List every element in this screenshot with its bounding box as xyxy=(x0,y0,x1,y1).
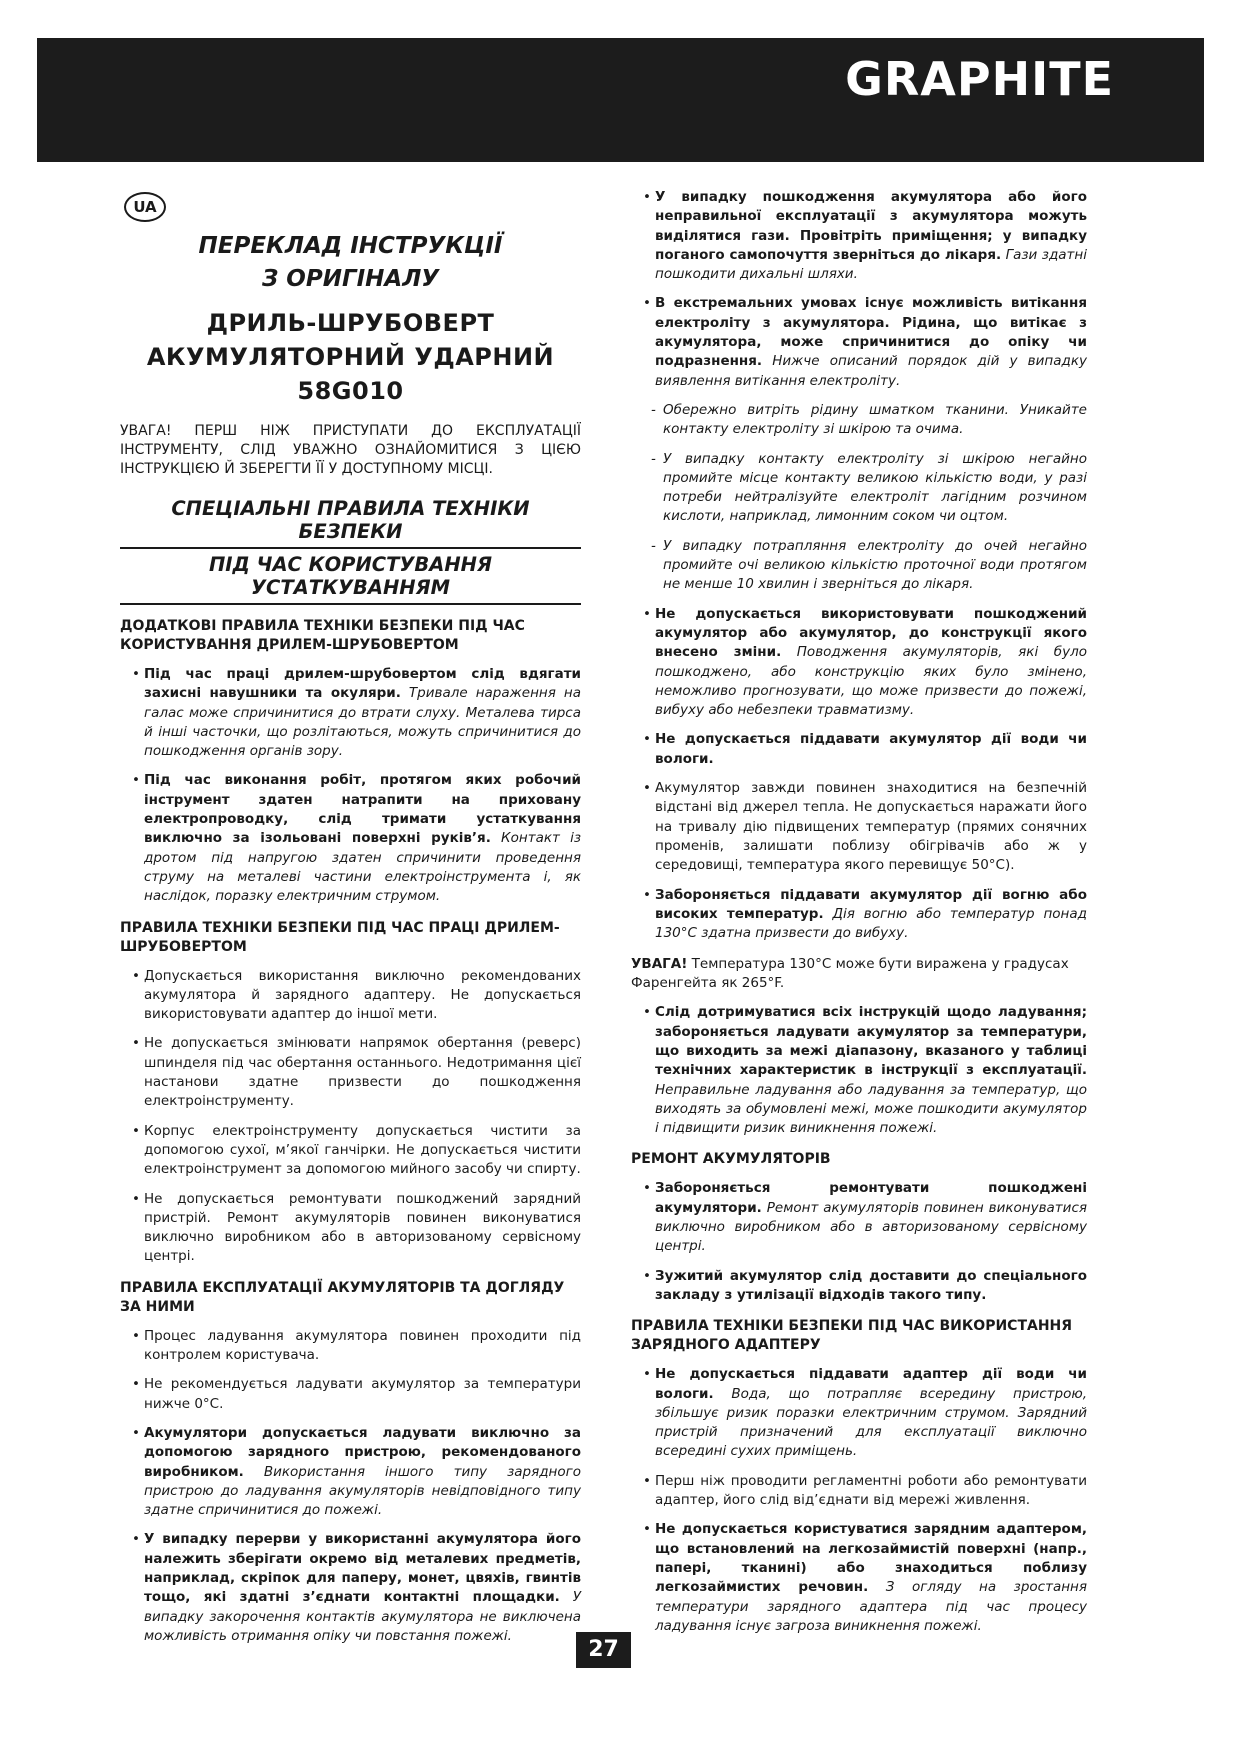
list-item: • Під час праці дрилем-шрубовертом слід вдягати захисні навушники та окуляри. Тривале нараження на галас може спричинитися до втрати слуху. Металева тирса й інші часточки, що розлітаються, можуть спричинитися до пошкодження органів зору. xyxy=(132,665,581,761)
translation-title: ПЕРЕКЛАД ІНСТРУКЦІЇ З ОРИГІНАЛУ xyxy=(198,233,503,292)
subheading-charger-rules: ПРАВИЛА ТЕХНІКИ БЕЗПЕКИ ПІД ЧАС ВИКОРИСТАННЯ ЗАРЯДНОГО АДАПТЕРУ xyxy=(631,1318,1073,1354)
list-item: • Не рекомендується ладувати акумулятор за температури нижче 0°C. xyxy=(132,1375,581,1414)
subheading-battery-rules: ПРАВИЛА ЕКСПЛУАТАЦІЇ АКУМУЛЯТОРІВ ТА ДОГЛЯДУ ЗА НИМИ xyxy=(120,1279,565,1315)
dash-item: - У випадку потрапляння електроліту до очей негайно промийте очі великою кількістю проточної води протягом не менше 10 хвилин і зверніться до лікаря. xyxy=(651,537,1087,595)
section-title-line-2: ПІД ЧАС КОРИСТУВАННЯ УСТАТКУВАННЯМ xyxy=(120,549,581,605)
list-item: • Корпус електроінструменту допускається чистити за допомогою сухої, м’якої ганчірки. Не допускається чистити електроінструмент за допомогою мийного засобу чи спирту. xyxy=(132,1122,581,1180)
list-item: • Не допускається користуватися зарядним адаптером, що встановлений на легкозаймистій поверхні (напр., папері, тканині) або знаходиться поблизу легкозаймистих речовин. З огляду на зростання температури зарядного адаптера під час процесу ладування існує загроза виникнення пожежі. xyxy=(643,1520,1087,1636)
temperature-note: УВАГА! Температура 130°C може бути виражена у градусах Фаренгейта як 265°F. xyxy=(631,956,1069,992)
intro-warning: УВАГА! ПЕРШ НІЖ ПРИСТУПАТИ ДО ЕКСПЛУАТАЦІЇ ІНСТРУМЕНТУ, СЛІД УВАЖНО ОЗНАЙОМИТИСЯ З ЦІЄЮ ІНСТРУКЦІЄЮ Й ЗБЕРЕГТИ ЇЇ У ДОСТУПНОМУ МІСЦІ. xyxy=(120,423,581,477)
list-item: • Акумулятори допускається ладувати виключно за допомогою зарядного пристрою, рекомендованого виробником. Використання іншого типу зарядного пристрою до ладування акумуляторів невідповідного типу здатне спричинитися до пожежі. xyxy=(132,1424,581,1520)
subheading-battery-repair: РЕМОНТ АКУМУЛЯТОРІВ xyxy=(631,1151,831,1168)
list-item: • Забороняється піддавати акумулятор дії вогню або високих температур. Дія вогню або температур понад 130°C здатна призвести до вибуху. xyxy=(643,886,1087,944)
list-item: • Процес ладування акумулятора повинен проходити під контролем користувача. xyxy=(132,1327,581,1366)
section-title xyxy=(120,493,581,605)
left-column xyxy=(120,190,581,1646)
list-item: • Не допускається використовувати пошкоджений акумулятор або акумулятор, до конструкції якого внесено зміни. Поводження акумуляторів, які було пошкоджено, або конструкцію яких було змінено, неможливо прогнозувати, що може призвести до пожежі, вибуху або небезпеки травматизму. xyxy=(643,605,1087,721)
list-item: • Зужитий акумулятор слід доставити до спеціального закладу з утилізації відходів такого типу. xyxy=(643,1267,1087,1306)
section-title-line-1: СПЕЦІАЛЬНІ ПРАВИЛА ТЕХНІКИ БЕЗПЕКИ xyxy=(120,493,581,549)
subheading-work-rules: ПРАВИЛА ТЕХНІКИ БЕЗПЕКИ ПІД ЧАС ПРАЦІ ДРИЛЕМ-ШРУБОВЕРТОМ xyxy=(120,919,560,955)
language-badge: UA xyxy=(124,192,166,222)
subheading-additional-rules: ДОДАТКОВІ ПРАВИЛА ТЕХНІКИ БЕЗПЕКИ ПІД ЧАС КОРИСТУВАННЯ ДРИЛЕМ-ШРУБОВЕРТОМ xyxy=(120,618,525,653)
right-column xyxy=(631,188,1087,1636)
list-item: • Забороняється ремонтувати пошкоджені акумулятори. Ремонт акумуляторів повинен виконуватися виключно виробником або в авторизованому сервісному центрі. xyxy=(643,1179,1087,1256)
dash-item: - У випадку контакту електроліту зі шкірою негайно промийте місце контакту великою кількістю води, у разі потреби нейтралізуйте електроліт лагідним розчином кислоти, наприклад, лимонним соком чи оцтом. xyxy=(651,450,1087,527)
list-item: • Перш ніж проводити регламентні роботи або ремонтувати адаптер, його слід від’єднати від мережі живлення. xyxy=(643,1472,1087,1511)
graphite-logo: GRAPHITE xyxy=(845,52,1114,106)
page-number: 27 xyxy=(576,1632,631,1668)
list-item: • Акумулятор завжди повинен знаходитися на безпечній відстані від джерел тепла. Не допускається наражати його на тривалу дію підвищених температур (прямих сонячних променів, залишати поблизу обігрівачів або ж у середовищі, температура якого перевищує 50°C). xyxy=(643,779,1087,875)
dash-item: - Обережно витріть рідину шматком тканини. Уникайте контакту електроліту зі шкірою та очима. xyxy=(651,401,1087,440)
list-item: • Не допускається змінювати напрямок обертання (реверс) шпинделя під час обертання останнього. Недотримання цієї настанови здатне призвести до пошкодження електроінструменту. xyxy=(132,1034,581,1111)
list-item: • Слід дотримуватися всіх інструкцій щодо ладування; забороняється ладувати акумулятор за температури, що виходить за межі діапазону, вказаного у таблиці технічних характеристик в інструкції з експлуатації. Неправильне ладування або ладування за температур, що виходять за обумовлені межі, може пошкодити акумулятор і підвищити ризик виникнення пожежі. xyxy=(643,1003,1087,1138)
list-item: • Не допускається піддавати адаптер дії води чи вологи. Вода, що потрапляє всередину пристрою, збільшує ризик поразки електричним струмом. Зарядний пристрій призначений для експлуатації виключно всередині сухих приміщень. xyxy=(643,1365,1087,1461)
list-item: • Під час виконання робіт, протягом яких робочий інструмент здатен натрапити на приховану електропроводку, слід тримати устаткування виключно за ізольовані поверхні руків’я. Контакт із дротом під напругою здатен спричинити проведення струму на металеві частини електроінструмента і, як наслідок, поразку електричним струмом. xyxy=(132,771,581,906)
list-item: • У випадку пошкодження акумулятора або його неправильної експлуатації з акумулятора можуть виділятися гази. Провітріть приміщення; у випадку поганого самопочуття зверніться до лікаря. Гази здатні пошкодити дихальні шляхи. xyxy=(643,188,1087,284)
product-title: ДРИЛЬ-ШРУБОВЕРТ АКУМУЛЯТОРНИЙ УДАРНИЙ 58G010 xyxy=(146,309,555,405)
list-item: • Допускається використання виключно рекомендованих акумулятора й зарядного адаптеру. Не допускається використовувати адаптер до іншої мети. xyxy=(132,967,581,1025)
list-item: • В екстремальних умовах існує можливість витікання електроліту з акумулятора. Рідина, що витікає з акумулятора, може спричинитися до опіку чи подразнення. Нижче описаний порядок дій у випадку виявлення витікання електроліту. xyxy=(643,294,1087,390)
list-item: • У випадку перерви у використанні акумулятора його належить зберігати окремо від металевих предметів, наприклад, скріпок для паперу, монет, цвяхів, гвинтів тощо, які здатні з’єднати контактні площадки. У випадку закорочення контактів акумулятора не виключена можливість отримання опіку чи повстання пожежі. xyxy=(132,1530,581,1646)
list-item: • Не допускається ремонтувати пошкоджений зарядний пристрій. Ремонт акумуляторів повинен виконуватися виключно виробником або в авторизованому сервісному центрі. xyxy=(132,1190,581,1267)
list-item: • Не допускається піддавати акумулятор дії води чи вологи. xyxy=(643,730,1087,769)
